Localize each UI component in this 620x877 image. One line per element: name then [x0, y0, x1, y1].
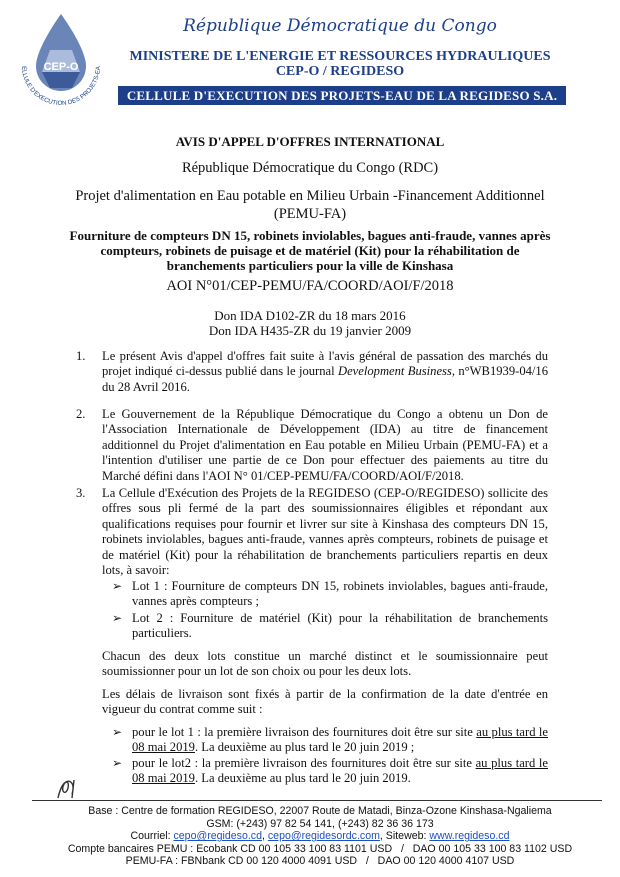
cep-o-logo: [12, 8, 110, 114]
republic-name: République Démocratique du Congo: [183, 16, 497, 36]
footer-address: Base : Centre de formation REGIDESO, 22007 Route de Matadi, Binza-Ozone Kinshasa-Ngaliema: [88, 805, 552, 817]
ida-grant-1: Don IDA D102-ZR du 18 mars 2016: [214, 308, 406, 323]
footer-phone: GSM: (+243) 97 82 54 141, (+243) 82 36 36 173: [206, 817, 434, 830]
footer-divider: [32, 800, 602, 801]
footer: [40, 805, 600, 868]
arrow-bullet-icon: ➢: [112, 611, 123, 625]
agency-name: CEP-O / REGIDESO: [275, 64, 405, 79]
paragraph-1-number: 1.: [76, 349, 86, 363]
lot-2: Lot 2 : Fourniture de matériel (Kit) pour la réhabilitation de branchements particuliers.: [132, 611, 548, 641]
supply-description: [0, 228, 620, 273]
footer-bank-pemufa: PEMU-FA : FBNbank CD 00 120 4000 4091 USD / DAO 00 120 4000 4107 USD: [125, 855, 515, 868]
arrow-bullet-icon: ➢: [112, 579, 123, 593]
paragraph-3: La Cellule d'Exécution des Projets de la REGIDESO (CEP-O/REGIDESO) sollicite des offres sous pli fermé de la part des soumissionnaires éligibles et répondant aux qualifications requises pour fournir et livrer sur site à Kinshasa des compteurs DN 15, robinets inviolables, bagues anti-fraude, vannes après compteurs, robinets de puisage et de matériel (Kit) pour la réhabilitation de branchements particuliers repartis en deux lots, à savoir:: [102, 486, 548, 578]
footer-contact: Courriel: cepo@regideso.cd, cepo@regidesordc.com, Siteweb: www.regideso.cd: [130, 830, 510, 843]
ida-grants: [0, 308, 620, 338]
country-line: République Démocratique du Congo (RDC): [181, 160, 439, 176]
project-title-line2: (PEMU-FA): [273, 206, 347, 222]
header-banner: CELLULE D'EXECUTION DES PROJETS-EAU DE LA REGIDESO S.A.: [118, 86, 566, 105]
arrow-bullet-icon: ➢: [112, 756, 123, 770]
paragraph-delivery: Les délais de livraison sont fixés à partir de la confirmation de la date d'entrée en vigueur du contrat comme suit :: [102, 687, 548, 717]
email-link-2[interactable]: cepo@regidesordc.com: [267, 830, 380, 843]
ministry-block: [120, 49, 560, 79]
supply-line3: branchements particuliers pour la ville de Kinshasa: [166, 258, 454, 273]
logo-ring-text: ELLULE D'EXECUTION DES PROJETS-EA: [19, 65, 103, 108]
project-title-line1: Projet d'alimentation en Eau potable en Milieu Urbain -Financement Additionnel: [75, 188, 545, 204]
notice-title: AVIS D'APPEL D'OFFRES INTERNATIONAL: [175, 134, 445, 149]
paragraph-2: Le Gouvernement de la République Démocratique du Congo a obtenu un Don de l'Association Internationale de Développement (IDA) au titre de financement additionnel du Projet d'alimentation en Eau potable en Milieu Urbain (PEMU-FA) et a l'intention d'utiliser une partie de ce Don pour effectuer des paiements au titre du Marché défini dans l'AOI N° 01/CEP-PEMU/FA/COORD/AOI/F/2018.: [102, 407, 548, 483]
paragraph-3-number: 3.: [76, 486, 86, 500]
lot-1: Lot 1 : Fourniture de compteurs DN 15, robinets inviolables, bagues anti-fraude, vannes après compteurs ;: [132, 579, 548, 609]
ida-grant-2: Don IDA H435-ZR du 19 janvier 2009: [208, 323, 412, 338]
logo-text: CEP-O: [43, 61, 79, 73]
signature-initials: [52, 774, 88, 807]
paragraph-2-number: 2.: [76, 407, 86, 421]
ministry-name: MINISTERE DE L'ENERGIE ET RESSOURCES HYDRAULIQUES: [129, 49, 551, 64]
paragraph-lots-note: Chacun des deux lots constitue un marché distinct et le soumissionnaire peut soumissionner pour un lot de son choix ou pour les deux lots.: [102, 649, 548, 679]
supply-line1: Fourniture de compteurs DN 15, robinets inviolables, bagues anti-fraude, vannes après: [69, 228, 551, 243]
arrow-bullet-icon: ➢: [112, 725, 123, 739]
email-link-1[interactable]: cepo@regideso.cd: [173, 830, 262, 843]
delivery-lot-1: pour le lot 1 : la première livraison des fournitures doit être sur site au plus tard le 08 mai 2019. La deuxième au plus tard le 20 juin 2019 ;: [132, 725, 548, 755]
project-title: [0, 187, 620, 223]
journal-name: Development Business: [337, 364, 452, 379]
delivery-lot-2: pour le lot2 : la première livraison des fournitures doit être sur site au plus tard le 08 mai 2019. La deuxième au plus tard le 20 juin 2019.: [132, 756, 548, 786]
paragraph-1: Le présent Avis d'appel d'offres fait suite à l'avis général de passation des marchés du projet indiqué ci-dessus publié dans le journal Development Business, n°WB1939-04/16 du 28 Avril 2016.: [102, 349, 549, 394]
supply-line2: compteurs, robinets de puisage et de matériel (Kit) pour la réhabilitation de: [100, 243, 520, 258]
footer-bank-pemu: Compte bancaires PEMU : Ecobank CD 00 105 33 100 83 1101 USD / DAO 00 105 33 100 83 1102 USD: [67, 842, 573, 855]
website-link[interactable]: www.regideso.cd: [429, 830, 510, 843]
aoi-reference: AOI N°01/CEP-PEMU/FA/COORD/AOI/F/2018: [166, 278, 454, 294]
